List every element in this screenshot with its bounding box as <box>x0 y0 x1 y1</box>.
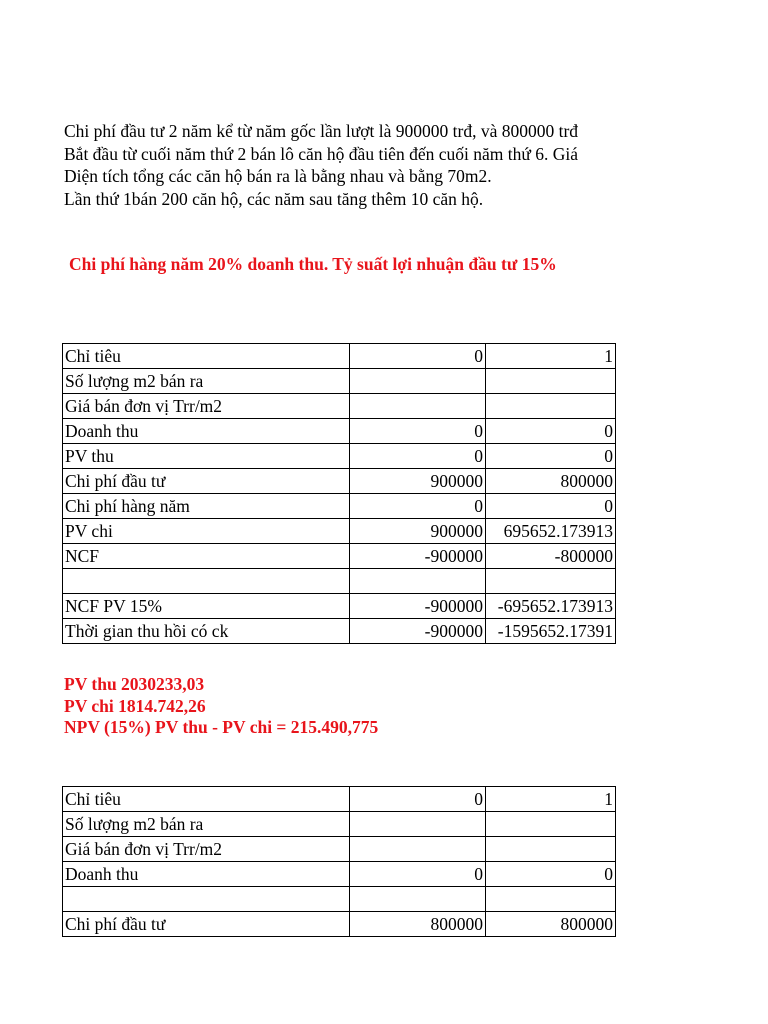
intro-line: Chi phí đầu tư 2 năm kể từ năm gốc lần lượt là 900000 trđ, và 800000 trđ <box>64 121 579 141</box>
value-cell[interactable]: 695652.173913 <box>486 519 616 544</box>
value-cell[interactable]: 900000 <box>350 519 486 544</box>
table-row <box>63 912 616 937</box>
value-cell[interactable] <box>486 369 616 394</box>
row-label-cell[interactable]: Chi phí hàng năm <box>63 494 350 519</box>
value-cell[interactable]: 1 <box>486 344 616 369</box>
value-cell[interactable]: 0 <box>350 419 486 444</box>
value-cell[interactable]: -900000 <box>350 619 486 644</box>
value-cell[interactable]: 0 <box>350 787 486 812</box>
value-cell[interactable] <box>350 394 486 419</box>
value-cell[interactable]: -695652.173913 <box>486 594 616 619</box>
row-label-cell[interactable]: Chỉ tiêu <box>63 344 350 369</box>
value-cell[interactable] <box>350 812 486 837</box>
value-cell[interactable]: 800000 <box>350 912 486 937</box>
assumptions-heading: Chi phí hàng năm 20% doanh thu. Tỷ suất lợi nhuận đầu tư 15% <box>69 254 557 274</box>
pv-chi-line: PV chi 1814.742,26 <box>64 695 206 716</box>
row-label-cell[interactable] <box>63 569 350 594</box>
value-cell[interactable]: 0 <box>486 419 616 444</box>
table-row <box>63 419 616 444</box>
problem-statement <box>64 120 616 210</box>
npv-line: NPV (15%) PV thu - PV chi = 215.490,775 <box>64 717 379 737</box>
value-cell[interactable]: 0 <box>486 862 616 887</box>
npv-summary <box>64 674 378 739</box>
table-row <box>63 887 616 912</box>
table-row <box>63 862 616 887</box>
table-row <box>63 344 616 369</box>
table-row <box>63 569 616 594</box>
value-cell[interactable]: 0 <box>486 444 616 469</box>
value-cell[interactable]: 900000 <box>350 469 486 494</box>
value-cell[interactable] <box>486 812 616 837</box>
cashflow-table-1 <box>62 343 616 644</box>
table-row <box>63 469 616 494</box>
value-cell[interactable]: 0 <box>350 494 486 519</box>
value-cell[interactable] <box>350 887 486 912</box>
row-label-cell[interactable]: Thời gian thu hồi có ck <box>63 619 350 644</box>
value-cell[interactable]: -900000 <box>350 544 486 569</box>
row-label-cell[interactable]: Giá bán đơn vị Trr/m2 <box>63 394 350 419</box>
value-cell[interactable]: -1595652.17391 <box>486 619 616 644</box>
row-label-cell[interactable]: NCF PV 15% <box>63 594 350 619</box>
row-label-cell[interactable]: Doanh thu <box>63 419 350 444</box>
row-label-cell[interactable]: PV chi <box>63 519 350 544</box>
row-label-cell[interactable]: Số lượng m2 bán ra <box>63 369 350 394</box>
table-row <box>63 519 616 544</box>
table-row <box>63 369 616 394</box>
value-cell[interactable] <box>350 837 486 862</box>
row-label-cell[interactable]: Chi phí đầu tư <box>63 912 350 937</box>
row-label-cell[interactable]: PV thu <box>63 444 350 469</box>
table-row <box>63 787 616 812</box>
table-row <box>63 544 616 569</box>
value-cell[interactable] <box>350 369 486 394</box>
table-row <box>63 594 616 619</box>
cashflow-table-2 <box>62 786 616 937</box>
table-row <box>63 394 616 419</box>
row-label-cell[interactable]: Số lượng m2 bán ra <box>63 812 350 837</box>
row-label-cell[interactable]: Chỉ tiêu <box>63 787 350 812</box>
table-row <box>63 837 616 862</box>
value-cell[interactable]: -900000 <box>350 594 486 619</box>
table-row <box>63 619 616 644</box>
intro-line: Diện tích tổng các căn hộ bán ra là bằng nhau và bằng 70m2. <box>64 166 492 186</box>
value-cell[interactable]: 800000 <box>486 912 616 937</box>
intro-line: Bắt đầu từ cuối năm thứ 2 bán lô căn hộ đầu tiên đến cuối năm thứ 6. Giá <box>64 143 578 164</box>
row-label-cell[interactable] <box>63 887 350 912</box>
value-cell[interactable]: 800000 <box>486 469 616 494</box>
value-cell[interactable]: 1 <box>486 787 616 812</box>
row-label-cell[interactable]: Giá bán đơn vị Trr/m2 <box>63 837 350 862</box>
value-cell[interactable]: 0 <box>486 494 616 519</box>
value-cell[interactable]: 0 <box>350 344 486 369</box>
row-label-cell[interactable]: Chi phí đầu tư <box>63 469 350 494</box>
pv-thu-line: PV thu 2030233,03 <box>64 674 205 694</box>
table-row <box>63 444 616 469</box>
value-cell[interactable] <box>486 394 616 419</box>
row-label-cell[interactable]: NCF <box>63 544 350 569</box>
intro-line: Lần thứ 1bán 200 căn hộ, các năm sau tăng thêm 10 căn hộ. <box>64 188 484 209</box>
value-cell[interactable] <box>486 837 616 862</box>
table-row <box>63 494 616 519</box>
value-cell[interactable] <box>350 569 486 594</box>
value-cell[interactable] <box>486 887 616 912</box>
value-cell[interactable]: -800000 <box>486 544 616 569</box>
value-cell[interactable]: 0 <box>350 862 486 887</box>
value-cell[interactable] <box>486 569 616 594</box>
value-cell[interactable]: 0 <box>350 444 486 469</box>
row-label-cell[interactable]: Doanh thu <box>63 862 350 887</box>
table-row <box>63 812 616 837</box>
